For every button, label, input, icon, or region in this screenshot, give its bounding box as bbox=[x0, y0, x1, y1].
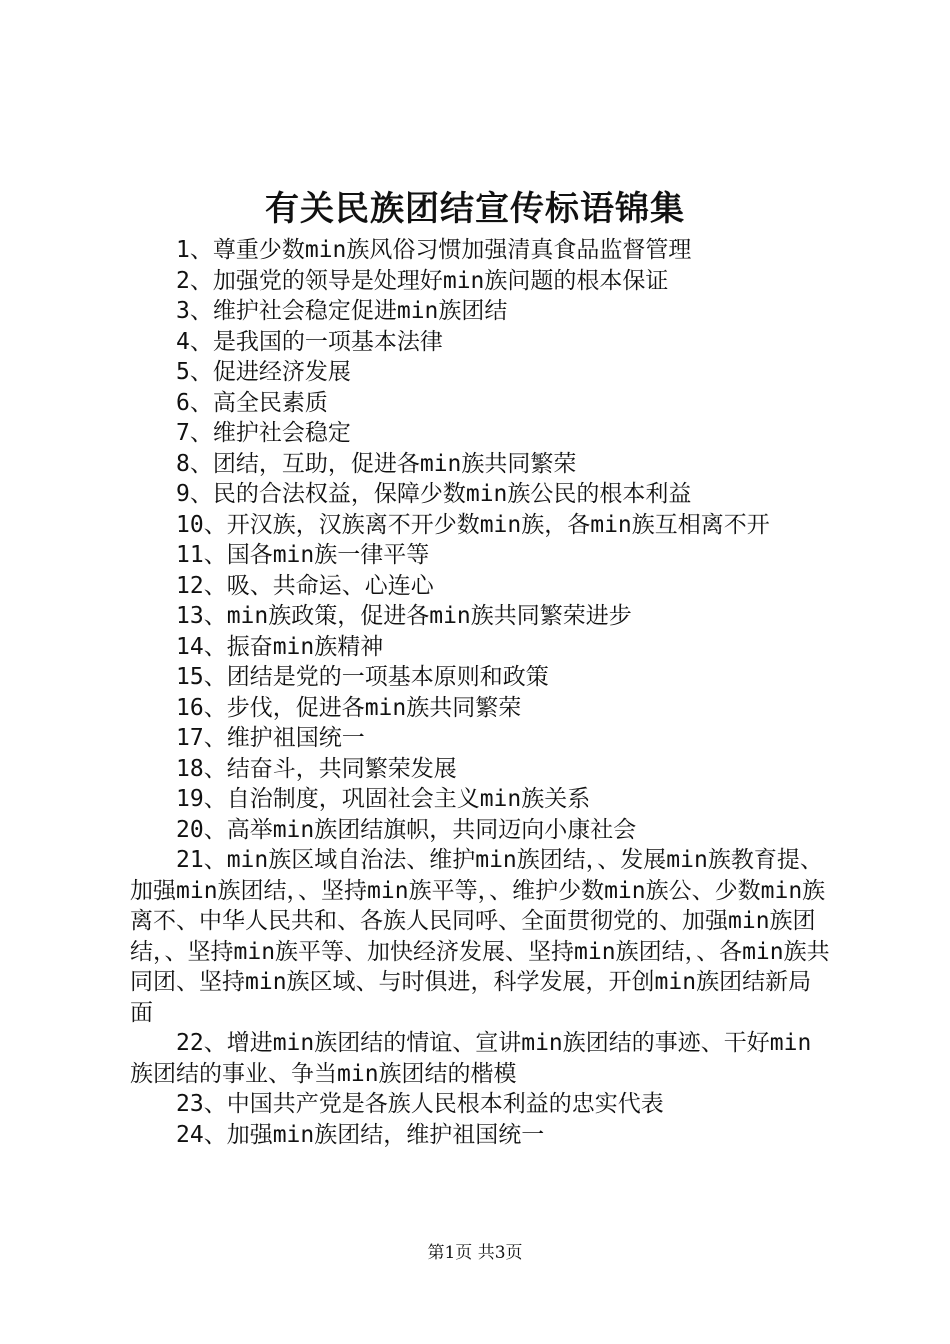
slogan-item-15: 15、团结是党的一项基本原则和政策 bbox=[176, 664, 549, 690]
slogan-item-22: 22、增进min族团结的情谊、宣讲min族团结的事迹、干好min族团结的事业、争当min族团结的楷模 bbox=[130, 1030, 812, 1087]
slogan-item-20: 20、高举min族团结旗帜，共同迈向小康社会 bbox=[176, 816, 637, 843]
slogan-item-7: 7、维护社会稳定 bbox=[176, 420, 351, 446]
slogan-item-21: 21、min族区域自治法、维护min族团结，、发展min族教育提、加强min族团结，、坚持min族平等，、维护少数min族公、少数min族离不、中华人民共和、各族人民同呼、全面贯彻党的、加强min族团结，、坚持min族平等、加快经济发展、坚持min族团结，、各min族共同团、坚持min族区域、与时俱进，科学发展，开创min族团结新局面 bbox=[130, 847, 830, 1026]
slogan-item-5: 5、促进经济发展 bbox=[176, 359, 351, 385]
slogan-item-11: 11、国各min族一律平等 bbox=[176, 542, 430, 568]
slogan-list bbox=[130, 235, 830, 1150]
slogan-item-8: 8、团结，互助，促进各min族共同繁荣 bbox=[176, 450, 577, 477]
slogan-item-12: 12、吸、共命运、心连心 bbox=[176, 572, 434, 599]
slogan-item-14: 14、振奋min族精神 bbox=[176, 633, 384, 660]
slogan-item-23: 23、中国共产党是各族人民根本利益的忠实代表 bbox=[176, 1091, 664, 1117]
slogan-item-18: 18、结奋斗，共同繁荣发展 bbox=[176, 755, 457, 782]
slogan-item-6: 6、高全民素质 bbox=[176, 389, 328, 416]
slogan-item-1: 1、尊重少数min族风俗习惯加强清真食品监督管理 bbox=[176, 237, 692, 263]
slogan-item-16: 16、步伐，促进各min族共同繁荣 bbox=[176, 694, 522, 721]
slogan-item-10: 10、开汉族，汉族离不开少数min族，各min族互相离不开 bbox=[176, 511, 770, 538]
slogan-item-9: 9、民的合法权益，保障少数min族公民的根本利益 bbox=[176, 481, 692, 507]
slogan-item-17: 17、维护祖国统一 bbox=[176, 725, 365, 751]
slogan-item-19: 19、自治制度，巩固社会主义min族关系 bbox=[176, 786, 591, 812]
slogan-item-3: 3、维护社会稳定促进min族团结 bbox=[176, 298, 508, 324]
slogan-item-13: 13、min族政策，促进各min族共同繁荣进步 bbox=[176, 603, 632, 629]
document-title: 有关民族团结宣传标语锦集 bbox=[265, 189, 685, 229]
slogan-item-2: 2、加强党的领导是处理好min族问题的根本保证 bbox=[176, 267, 669, 294]
slogan-item-24: 24、加强min族团结，维护祖国统一 bbox=[176, 1121, 545, 1148]
slogan-item-4: 4、是我国的一项基本法律 bbox=[176, 328, 443, 355]
page-footer: 第1页 共3页 bbox=[427, 1243, 523, 1263]
